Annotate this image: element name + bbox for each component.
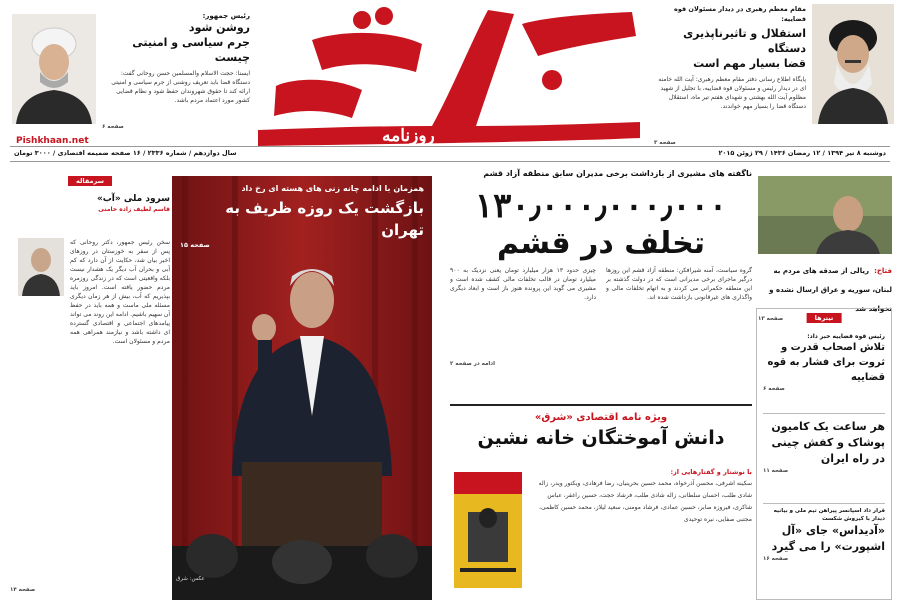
- divider: [763, 503, 885, 504]
- top-right-headline: [654, 26, 806, 71]
- econ-headline: دانش آموختگان خانه نشین: [477, 427, 725, 449]
- photo-story-kicker: همزمان با ادامه چانه زنی های هسته ای رخ داد: [241, 184, 424, 193]
- item2-headline: هر ساعت یک کامیون پوشاک و کفش چینی در راه ایران: [771, 420, 885, 465]
- masthead-date: دوشنبه ۸ تیر ۱۳۹۴ / ۱۲ رمضان ۱۴۳۶ / ۲۹ ژوئن ۲۰۱۵: [718, 149, 886, 157]
- lead-body-2: چیزی حدود ۱۳ هزار میلیارد تومان یعنی نزدیک به ۹۰۰ میلیارد تومان در قالب تخلفات مالی کشف شده است و مشیری می گوید این پرونده هنوز باز است و ابعاد دیگری دارد.: [450, 267, 596, 301]
- right-sidebar: [758, 176, 892, 600]
- top-left-page-ref: صفحه ۶: [102, 124, 124, 130]
- divider: [763, 413, 885, 414]
- item3-page-ref: صفحه ۱۶: [763, 556, 789, 562]
- top-right-headline-line1: استقلال و تاثیرناپذیری دستگاه: [683, 27, 806, 55]
- top-left-kicker: رئیس جمهور:: [202, 12, 250, 20]
- top-left-story: [12, 4, 250, 144]
- top-left-headline-line2: جرم سیاسی و امنیتی چیست: [132, 36, 250, 64]
- logo: [252, 0, 646, 148]
- headlines-box: [756, 308, 892, 600]
- lead-continue-ref: ادامه در صفحه ۲: [450, 361, 495, 367]
- president-photo: [12, 14, 96, 124]
- lead-headline: تخلف در قشم: [496, 226, 706, 261]
- editorial-column: [10, 176, 170, 600]
- photo-story-page-ref: صفحه ۱۵: [180, 241, 210, 249]
- lead-big-number: ۱۳۰٫۰۰۰٫۰۰۰٫۰۰۰: [474, 186, 728, 226]
- item1-page-ref: صفحه ۶: [763, 386, 785, 392]
- lead-body-1: گروه سیاست، آمنه شیرافکن: منطقه آزاد قشم این روزها درگیر ماجرای برخی مدیرانی است که در دولت گذشته بر این منطقه حکمرانی می کردند و به اتهام تخلفات مالی و واگذاری های غیرقانونی بازداشت شده اند.: [606, 267, 752, 301]
- top-right-headline-line2: قضا بسیار مهم است: [693, 57, 806, 70]
- editorial-page-ref: صفحه ۱۴: [10, 587, 36, 593]
- fattah-photo: [758, 176, 892, 254]
- top-right-kicker: مقام معظم رهبری در دیدار مسئولان قوه قضاییه:: [673, 5, 806, 23]
- item1-kicker: رئیس قوه قضاییه خبر داد:: [807, 333, 885, 340]
- econ-kicker: ویژه نامه اقتصادی «شرق»: [534, 412, 668, 423]
- editorial-body: سخن رئیس جمهور، دکتر روحانی که پس از سفر به خوزستان در روزهای اخیر بیان شد، حکایت از آن دارد که کم آبی و بحران آب دیگر یک هشدار نیست بلکه واقعیتی است که در زندگی روزمره مردم حضور یافته است. امروز باید بپذیریم که آب، بیش از هر زمان دیگری مسئله ملی ماست و همه باید در حفظ آن سهیم باشیم. ادامه این روند می تواند پیامدهای اجتماعی و اقتصادی گسترده ای داشته باشد و نیازمند همراهی همه مردم و مسئولان است.: [70, 239, 170, 345]
- top-left-body: ایسنا: حجت الاسلام والمسلمین حسن روحانی گفت: دستگاه قضا باید تعریف روشنی از جرم سیاسی و امنیتی ارائه کند تا حقوق شهروندان حفظ شود و نظام قضایی کشور مورد اعتماد مردم باشد.: [111, 70, 250, 104]
- top-right-story: [654, 4, 894, 144]
- masthead-issue: سال دوازدهم / شماره ۲۳۳۶ / ۱۶ صفحه ضمیمه اقتصادی / ۳۰۰۰ تومان: [14, 149, 237, 157]
- logo-shape: [252, 0, 646, 148]
- econ-authors: سکینه اشرفی، محسن آذرخواه، محمد حسین بحرینیان، رضا فرهادی، ویکتور ویدر، زاله شادی طلب، احسان سلطانی، زاله شادی طلب، فرشاد حجت، حسین راغفر، عباس شاکری، فیروزه صابر، حسین عمادی، فرشاد مومنی، سعید لیلاز، محمد حسین کاظمی، مجتبی صفایی، نیره توحیدی: [538, 480, 752, 523]
- editorial-headline: سرود ملی «آب»: [96, 194, 170, 204]
- watermark: Pishkhaan.net: [16, 136, 89, 146]
- date-strip: [10, 146, 890, 162]
- item2-page-ref: صفحه ۱۱: [763, 468, 789, 474]
- fattah-headline: ریالی از صدقه های مردم به لبنان، سوریه و عراق ارسال نشده و نخواهد شد: [769, 267, 892, 313]
- magazine-cover: [454, 472, 522, 588]
- photo-credit: عکس: شرق: [176, 576, 205, 582]
- econ-supplement: [450, 404, 752, 602]
- item1-headline: تلاش اصحاب قدرت و ثروت برای فشار به قوه قضاییه: [767, 342, 885, 383]
- lead-kicker: ناگفته های مشیری از بازداشت برخی مدیران سابق منطقه آزاد قشم: [483, 169, 752, 178]
- item3-headline: «آدیداس» جای «آل اشپورت» را می گیرد: [771, 524, 885, 553]
- econ-authors-label: با نوشتار و گفتارهایی از:: [670, 468, 752, 476]
- fattah-kicker: فتاح:: [874, 267, 892, 275]
- top-left-headline-line1: روشن شود: [188, 21, 250, 34]
- photo-story: [172, 176, 432, 600]
- top-right-body: پایگاه اطلاع رسانی دفتر مقام معظم رهبری: آیت الله خامنه ای در دیدار رئیس و مسئولان قوه قضاییه، با تجلیل از شهید مظلوم آیت الله بهشتی و شهدای هفتم تیر ماه، استقلال دستگاه قضا را بسیار مهم خواندند.: [658, 76, 806, 110]
- lead-story: [450, 168, 752, 404]
- editorial-tag: سرمقاله: [68, 176, 112, 186]
- editorial-author: قاسم لطیف زاده خامنی: [98, 206, 170, 213]
- author-photo: [18, 238, 64, 296]
- leader-photo: [812, 4, 894, 124]
- masthead-subtitle: روزنامه: [382, 126, 435, 146]
- item3-kicker: قرار داد اسپانسر پیراهن تیم ملی و بیانیه دیدار با کیروش شکست: [773, 508, 885, 522]
- top-right-page-ref: صفحه ۳: [654, 140, 676, 146]
- fattah-page-ref: صفحه ۱۳: [758, 316, 784, 322]
- photo-story-headline: بازگشت یک روزه ظریف به تهران: [225, 199, 424, 239]
- headlines-tag: تیترها: [807, 313, 842, 323]
